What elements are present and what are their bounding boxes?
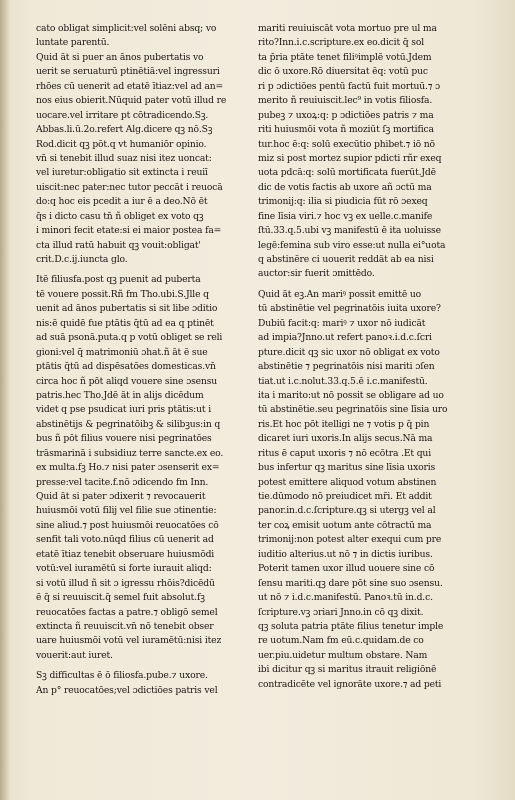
right-column-text-line: riti huiusmōi vota ñ moziūt ſꝫ mortifica <box>258 124 434 136</box>
left-column-text-line: do:q hoc eis pcedit a iur ē a deo.Nō ēt <box>36 196 208 208</box>
left-column-text-line: uocare.vel irritare pt cōtradicendo.Sꝫ. <box>36 109 209 121</box>
right-column-text-line: contradicēte vel ignorāte uxore.⁊ ad peti <box>258 678 442 690</box>
left-column-text-line: nos eius obierit.Nūquid pater votū illud re <box>36 95 227 107</box>
right-column-text-line: merito ñ reuiuiscit.lec⁹ in votis filiosfa. <box>258 95 433 107</box>
right-column-text-line: legē:femina sub viro esse:ut nulla ei°uota <box>258 239 446 251</box>
right-column-text-line: pubeꝫ ⁊ uxoꝝ:q: p ɔdictiōes patris ⁊ ma <box>258 109 434 121</box>
left-column-text-line: An p° reuocatōes;vel ɔdictiōes patris vel <box>36 684 218 696</box>
right-column-text-line: ſtū.33.q.5.ubi vꝫ manifestū ē ita uoluisse <box>258 225 441 237</box>
left-column-text-line: vouerit:aut iuret. <box>36 649 113 661</box>
left-column-text-line: Sꝫ difficultas ē ō filiosfa.pube.⁊ uxore. <box>36 670 208 682</box>
left-column-text-line: luntate parentū. <box>36 37 110 49</box>
right-column-text-line: uota pdcā:q: solū mortificata fuerūt.Jdē <box>258 167 436 179</box>
left-column-text-line: ptātis q̄tū ad dispēsatōes domesticas.vn̄ <box>36 361 216 373</box>
left-column-text-line: nis:ē quidē fue ptātis q̄tū ad ea q ptinēt <box>36 317 214 329</box>
left-column-text-line: ex multa.fꝫ Ho.⁊ nisi pater ɔsenserit ex= <box>36 462 220 474</box>
left-column-text-line: Itē filiusfa.post qꝫ puenit ad puberta <box>36 274 201 286</box>
right-column-text-line: tur.hoc ē:q: solū execūtio phibet.⁊ iō nō <box>258 138 435 150</box>
left-column-text-line: circa hoc ñ pōt aliqd vouere sine ɔsensu <box>36 375 218 387</box>
left-column-text-line: votū:vel iuramētū si forte iurauit aliqd: <box>36 563 212 575</box>
left-column-text-line: videt q pse psudicat iuri pris ptātis:ut i <box>36 404 211 416</box>
right-column-text-line: ta p̄ria ptāte tenet filiꝰimplē votū.Jdem <box>258 51 432 63</box>
right-column-text-line: miz si post mortez supior pdicti rñr exeq <box>258 152 442 164</box>
right-column-text-line: dic de votis factis ab uxore añ ɔctū ma <box>258 181 432 193</box>
left-column-text-line: q̄s i dicto casu tn̄ ñ obliget ex voto qꝫ <box>36 210 204 222</box>
right-column-text-line: auctor:sir fuerit ɔmittēdo. <box>258 268 375 280</box>
right-column-text-line: trimonij:non potest alter exequi cum pre <box>258 534 442 546</box>
left-column-text-line: huiusmōi votū filij vel filie sue ɔtinentie: <box>36 505 217 517</box>
left-column-text-line: gioni:vel q̄ matrimoniū ɔhat.ñ āt ē sue <box>36 346 208 358</box>
right-column-text-line: q abstinēre ci uouerit reddāt ab ea nisi <box>258 254 434 265</box>
text-column-right <box>258 22 480 692</box>
right-column-text-line: iuditio alterius.ut nō ⁊ in dictis iuribus. <box>258 548 433 560</box>
left-column-text-line: vn̄ si tenebit illud suaz nisi itez uoncat: <box>36 152 212 164</box>
left-column-text-line: Rod.dicit qꝫ pōt.q vt humaniōr opinio. <box>36 138 207 150</box>
right-column-text-line: Poterit tamen uxor illud uouere sine cō <box>258 563 435 575</box>
left-column-text-line: trāsmarinā i subsidiuz terre sancte.ex eo. <box>36 447 224 459</box>
right-column-text-line: ſcripture.vꝫ ɔriari Jnno.in cō qꝫ dixit. <box>258 606 424 618</box>
left-column-text-line: patris.hec Tho.Jdē āt in alijs dicēdum <box>36 389 204 401</box>
left-column-text-line: senfit tali voto.nūqd filius cū uenerit ad <box>36 534 214 546</box>
left-column-text-line: rhōes cū uenerit ad etatē ītiaz:vel ad an= <box>36 80 224 92</box>
right-column-text-line: ſensu mariti.qꝫ dare pōt sine suo ɔsensu. <box>258 577 443 589</box>
right-column-text-line: potest emittere aliquod votum abstinen <box>258 476 437 488</box>
left-column-text-line: ē q̄ si reuuiscit.q̄ semel fuit absolut.fꝫ <box>36 592 205 604</box>
right-column-text-line: tiat.ut i.c.nolut.33.q.5.ē i.c.manifestū. <box>258 375 428 387</box>
right-column-text-line: Dubiū facit:q: mariꝰ ⁊ uxor nō iudicāt <box>258 317 426 329</box>
left-column-text-line: vel iuretur:obligatio sit extincta i reuiī <box>36 167 208 179</box>
left-column-text-line: ad suā psonā.puta.q p votū obliget se reli <box>36 332 223 344</box>
right-column-text-line: ritus ē caput uxoris ⁊ nō ecōtra .Et qui <box>258 447 431 459</box>
left-column-text-line: tē vouere possit.Rñ fm Tho.ubi.S.Jlle q <box>36 288 209 300</box>
right-column-text-line: ad impia?Jnno.ut refert panoꝛ.i.d.c.ſcri <box>258 332 432 344</box>
right-column-text-line: trimonij:q: ilia si piudicia fūt rō ɔexeq <box>258 196 428 208</box>
left-column-text-line: etatē ītiaz tenebit obseruare huiusmōdi <box>36 548 215 560</box>
right-column-text-line: tie.dūmodo nō preiudicet mr̄i. Et addit <box>258 491 432 502</box>
right-column-text-line: pture.dicit qꝫ sic uxor nō obligat ex voto <box>258 346 440 358</box>
right-column-text-line: bus infertur qꝫ maritus sine līsia uxoris <box>258 462 436 474</box>
left-column-text-line: si votū illud ñ sit ɔ igressu rhōis?dicēdū <box>36 577 215 589</box>
left-column-text-line: i minori fecit etate:si ei maior postea fa= <box>36 225 222 237</box>
left-column-text-line: uare huiusmōi votū vel iuramētū:nisi itez <box>36 635 222 647</box>
right-column-text-line: fine līsia viri.⁊ hoc vꝫ ex uelle.c.manife <box>258 210 433 222</box>
left-column-text-line: cta illud ratū habuit qꝫ vouit:obligat' <box>36 239 201 251</box>
right-column-text-line: panor.in.d.c.ſcripture.qꝫ si utergꝫ vel al <box>258 505 436 517</box>
left-column-text-line: uiscit:nec pater:nec tutor peccāt i reuocā <box>36 181 223 193</box>
right-column-text-line: qꝫ soluta patria ptāte filius tenetur imple <box>258 620 444 632</box>
left-column-text-line: reuocatōes factas a patre.⁊ obligō semel <box>36 606 218 618</box>
right-column-text-line: rito?Inn.i.c.scripture.ex eo.dicit q̄ sol <box>258 37 424 49</box>
right-column-text-line: ri p ɔdictiōes pentū factū fuit mortuū.⁊ ɔ <box>258 80 440 92</box>
right-column-text-line: dicaret iuri uxoris.In alijs secus.Nā ma <box>258 433 433 445</box>
right-column-text-line: re uotum.Nam fm eū.c.quidam.de co <box>258 635 424 647</box>
right-column-text-line: tū abstinētie vel pegrinatōis iuita uxore? <box>258 303 441 315</box>
right-column-text-line: ter coꝝ emisit uotum ante cōtractū ma <box>258 519 432 531</box>
left-column-text-line: uerit se seruaturū ptinētiā:vel ingressuri <box>36 66 220 78</box>
left-column-text-line: uenit ad ānos pubertatis si sit libe ɔditio <box>36 303 218 315</box>
right-column-text-line: Quid āt eꝫ.An mariꝰ possit emittē uo <box>258 288 422 300</box>
left-column-text-line: bus ñ pōt filius vouere nisi pegrinatōes <box>36 433 212 445</box>
left-column-text-line: abstinētijs & pegrinatōibꝫ & silibꝫus:in q <box>36 418 221 430</box>
left-column-text-line: extincta ñ reuuiscit.vn̄ nō tenebit obser <box>36 620 214 632</box>
left-column-text-line: crit.D.c.ij.iuncta glo. <box>36 254 128 265</box>
right-column-text-line: tū abstinētie.seu pegrinatōis sine līsia uro <box>258 404 448 416</box>
right-column-text-line: ut nō ⁊ i.d.c.manifestū. Panoꝛ.tū in.d.c. <box>258 592 433 604</box>
left-column-text-line: sine aliud.⁊ post huiusmōi reuocatōes cō <box>36 519 219 531</box>
text-column-left <box>36 22 258 698</box>
right-column-text-line: ris.Et hoc pōt itelligi ne ⁊ votis p q̄ pin <box>258 418 430 430</box>
left-column-text-line: Quid āt si puer an ānos pubertatis vo <box>36 51 204 63</box>
left-column-text-line: Abbas.li.ū.2o.refert Alg.dicere qꝫ nō.Sꝫ <box>36 124 213 136</box>
right-column-text-line: dic ō uxore.Rō diuersitat ēq: votū puc <box>258 66 428 78</box>
right-column-text-line: abstinētie ⁊ pegrinatōis nisi mariti ɔſen <box>258 361 435 373</box>
right-column-text-line: ibi dicitur qꝫ si maritus itrauit religiōnē <box>258 664 437 676</box>
right-column-text-line: mariti reuiuiscāt vota mortuo pre ul ma <box>258 23 437 34</box>
right-column-text-line: uer.piu.uidetur multum obstare. Nam <box>258 649 428 661</box>
right-column-text-line: ita i marito:ut nō possit se obligare ad uo <box>258 389 444 401</box>
page-gutter-shadow <box>0 0 10 800</box>
left-column-text-line: presse:vel tacite.f.nō ɔdicendo fm Inn. <box>36 476 209 488</box>
left-column-text-line: Quid āt si pater ɔdixerit ⁊ revocauerit <box>36 491 206 502</box>
left-column-text-line: cato obligat simplicit:vel solēni absq; vo <box>36 23 217 34</box>
